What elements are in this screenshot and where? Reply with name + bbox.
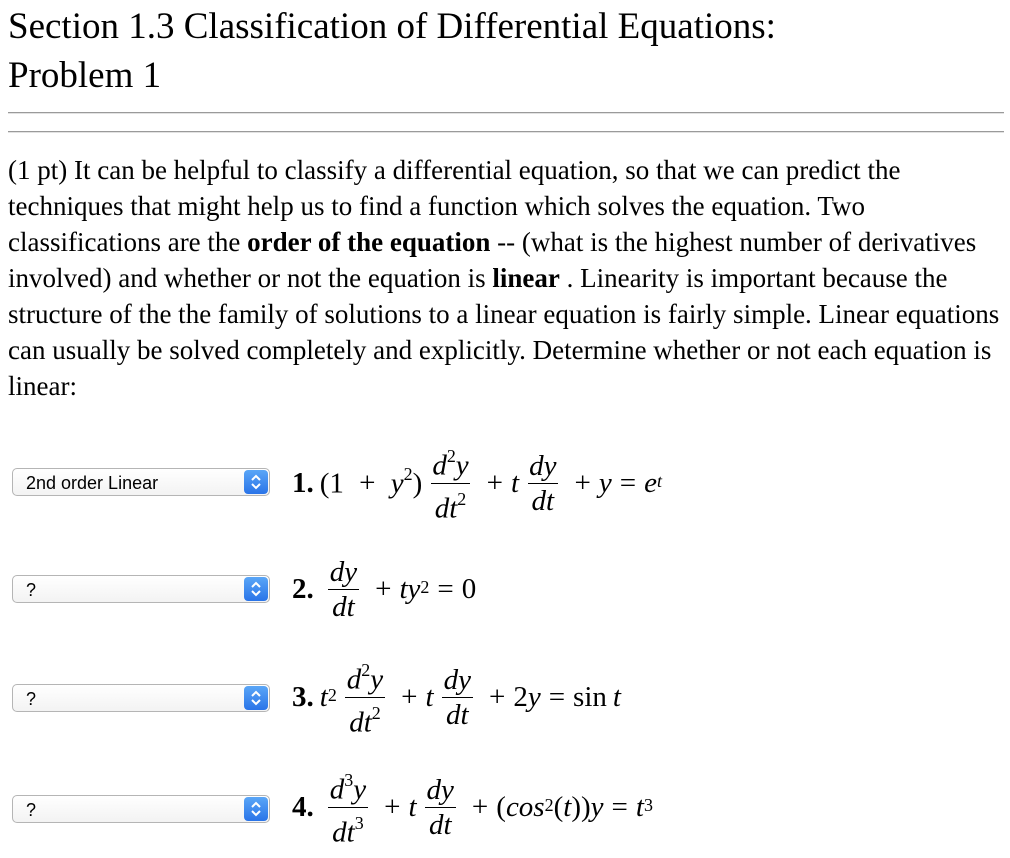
equation-2-number: 2. <box>292 572 314 605</box>
answer-select-4-value: ? <box>26 800 37 820</box>
answer-select-1-value: 2nd order Linear <box>26 473 159 493</box>
updown-chevron-icon <box>244 686 268 710</box>
intro-bold-order: order of the equation <box>247 227 491 257</box>
title-line-1: Section 1.3 Classification of Differential Equations: <box>8 6 776 47</box>
intro-text-2: -- (what is the highest number of derivatives involved) and whether or not the equation is <box>8 227 977 293</box>
answer-select-4[interactable] <box>12 795 270 823</box>
updown-chevron-icon <box>244 797 268 821</box>
updown-chevron-icon <box>244 577 268 601</box>
page-title <box>8 2 998 100</box>
answer-select-2-value: ? <box>26 580 37 600</box>
intro-bold-linear: linear <box>492 263 560 293</box>
answer-select-3-value: ? <box>26 689 37 709</box>
answer-select-1[interactable] <box>12 468 270 496</box>
divider-bottom <box>8 131 1004 133</box>
equation-2: 2. $\frac{dy}{dt}$ + ty $^2$ = 0 <box>292 555 477 623</box>
equation-1-number: 1. <box>292 466 314 499</box>
divider-top <box>8 112 1004 114</box>
problem-statement <box>8 152 1004 404</box>
equation-4: 4. $\frac{d^3y}{dt^3}$ + t $\frac{dy}{dt}$ + ( cos $^2$ ( t )) y = t $^3$ <box>292 770 653 849</box>
intro-text-1: (1 pt) It can be helpful to classify a differential equation, so that we can predict the techniques that might help us to find a function which solves the equation. Two classifications are the <box>8 155 901 257</box>
answer-select-3[interactable] <box>12 684 270 712</box>
updown-chevron-icon <box>244 470 268 494</box>
answer-select-2[interactable] <box>12 575 270 603</box>
equation-1: 1. $(1 + y^2)$ $\frac{d^2y}{dt^2}$ + t $\frac{dy}{dt}$ + y = e $^t$ <box>292 446 662 525</box>
title-line-2: Problem 1 <box>8 55 162 96</box>
equation-3-number: 3. <box>292 680 314 713</box>
intro-text-3: . Linearity is important because the structure of the the family of solutions to a linear equation is fairly simple. Linear equations can usually be solved completely and explicitly. Determine whether or not each equation is linear: <box>8 263 1000 401</box>
equation-4-number: 4. <box>292 790 314 823</box>
equation-3: 3. t $^2$ $\frac{d^2y}{dt^2}$ + t $\frac{dy}{dt}$ + 2 y = sin t <box>292 660 621 739</box>
